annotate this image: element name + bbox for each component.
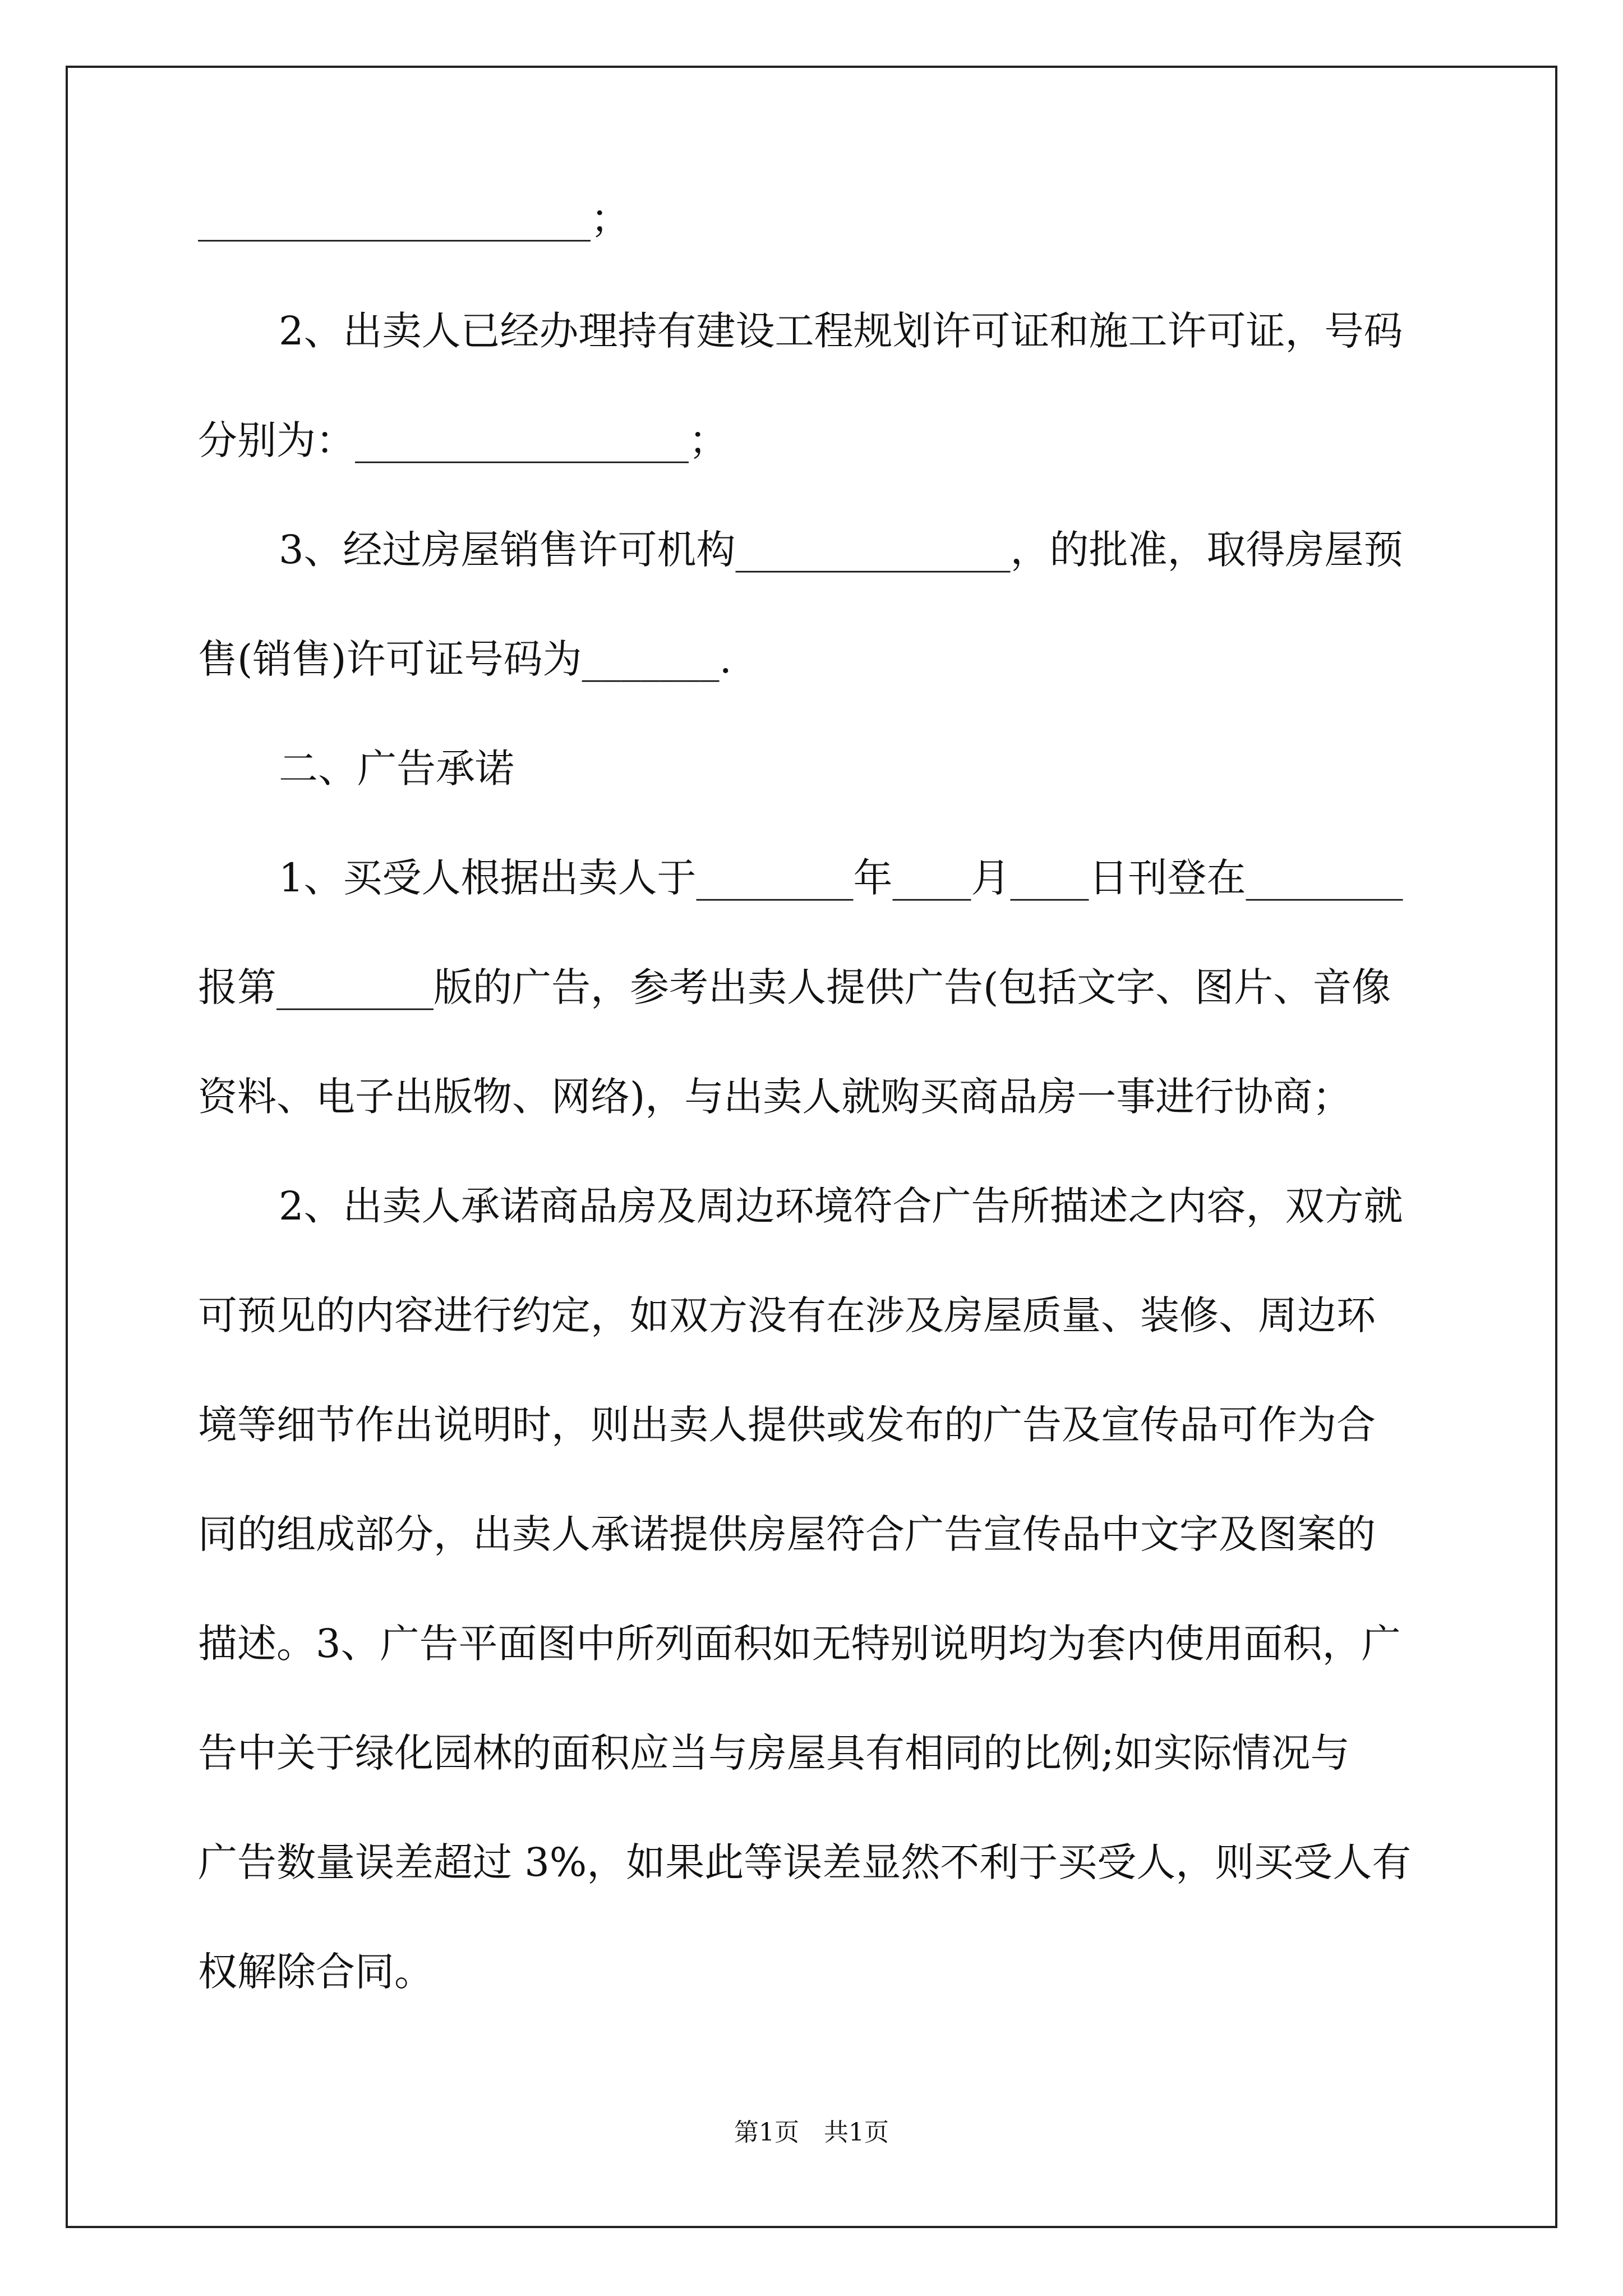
page-number: 第1页 共1页 (734, 2118, 889, 2147)
paragraph-line: 可预见的内容进行约定，如双方没有在涉及房屋质量、装修、周边环 (198, 1292, 1376, 1338)
paragraph-line: 境等细节作出说明时，则出卖人提供或发布的广告及宣传品可作为合 (198, 1402, 1376, 1448)
paragraph-line: 2、出卖人已经办理持有建设工程规划许可证和施工许可证，号码 (279, 308, 1403, 354)
paragraph-line: 权解除合同。 (198, 1949, 434, 1995)
paragraph-line: 同的组成部分，出卖人承诺提供房屋符合广告宣传品中文字及图案的 (198, 1511, 1376, 1557)
paragraph-line: 告中关于绿化园林的面积应当与房屋具有相同的比例;如实际情况与 (198, 1730, 1350, 1776)
paragraph-line: 资料、电子出版物、网络)，与出卖人就购买商品房一事进行协商； (198, 1074, 1352, 1120)
paragraph-line: 售(销售)许可证号码为_______. (198, 636, 732, 682)
paragraph-line: 2、出卖人承诺商品房及周边环境符合广告所描述之内容，双方就 (279, 1183, 1403, 1229)
paragraph-line: 报第________版的广告，参考出卖人提供广告(包括文字、图片、音像 (198, 964, 1391, 1010)
paragraph-line: 3、经过房屋销售许可机构______________，的批准，取得房屋预 (279, 527, 1403, 573)
paragraph-line: 分别为：_________________； (198, 417, 728, 463)
section-heading: 二、广告承诺 (279, 746, 514, 792)
page-border (66, 66, 1557, 2228)
paragraph-line: 广告数量误差超过 3%，如果此等误差显然不利于买受人，则买受人有 (198, 1839, 1412, 1885)
paragraph-line: 1、买受人根据出卖人于________年____月____日刊登在________ (279, 855, 1403, 901)
blank-line: ____________________； (198, 196, 630, 242)
paragraph-line: 描述。3、广告平面图中所列面积如无特别说明均为套内使用面积，广 (198, 1621, 1401, 1667)
